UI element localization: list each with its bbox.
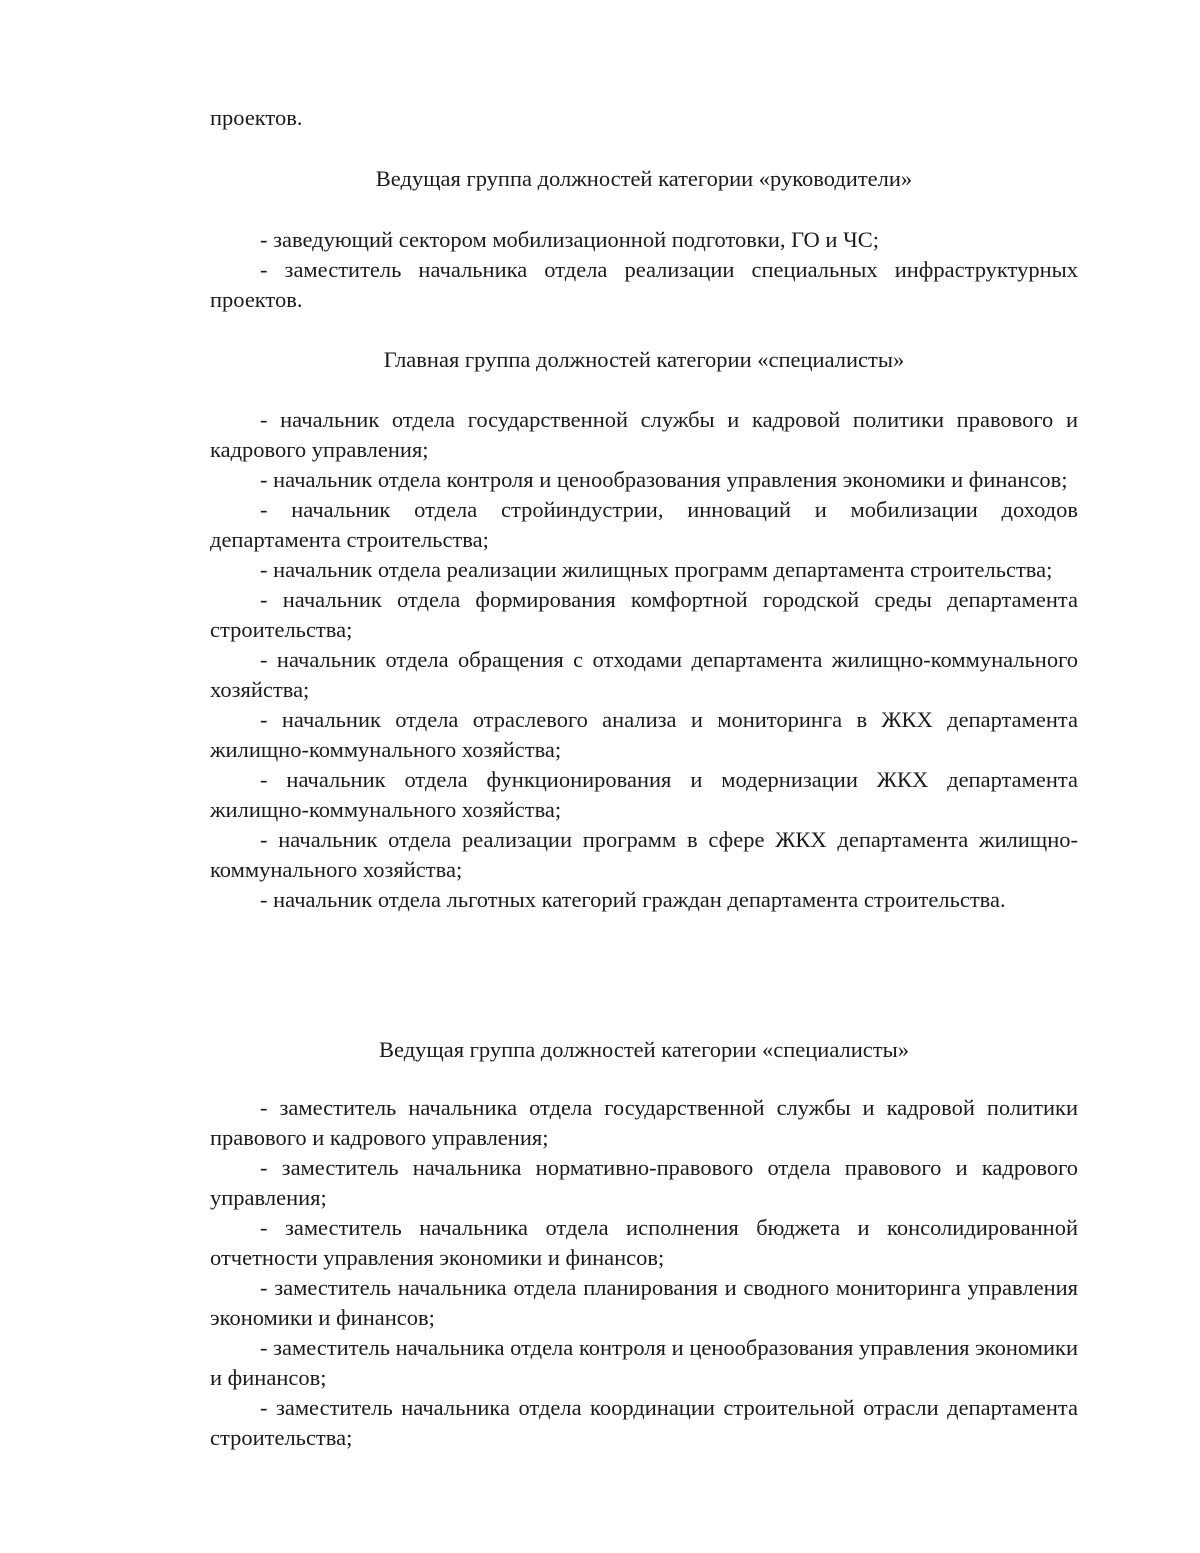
section-heading-leading-specialists: Ведущая группа должностей категории «специалисты» <box>379 1037 909 1062</box>
list-item: - заместитель начальника отдела исполнения бюджета и консолидированной отчетности управления экономики и финансов; <box>210 1215 1078 1270</box>
list-item: - начальник отдела стройиндустрии, инноваций и мобилизации доходов департамента строительства; <box>210 497 1078 552</box>
section-list-main-specialists <box>210 405 1078 915</box>
list-item: - начальник отдела льготных категорий граждан департамента строительства. <box>260 887 1006 912</box>
section-list-leading-managers <box>210 225 1078 315</box>
list-item: - заведующий сектором мобилизационной подготовки, ГО и ЧС; <box>260 227 879 252</box>
list-item: - заместитель начальника нормативно-правового отдела правового и кадрового управления; <box>210 1155 1078 1210</box>
list-item: - начальник отдела обращения с отходами департамента жилищно-коммунального хозяйства; <box>210 647 1078 702</box>
list-item: - заместитель начальника отдела контроля и ценообразования управления экономики и финансов; <box>210 1335 1078 1390</box>
list-item: - начальник отдела государственной службы и кадровой политики правового и кадрового управления; <box>210 407 1078 462</box>
list-item: - начальник отдела отраслевого анализа и мониторинга в ЖКХ департамента жилищно-коммунального хозяйства; <box>210 707 1078 762</box>
list-item: - начальник отдела реализации жилищных программ департамента строительства; <box>260 557 1053 582</box>
section-list-leading-specialists <box>210 1093 1078 1453</box>
section-heading-main-specialists: Главная группа должностей категории «специалисты» <box>383 347 905 372</box>
list-item: - начальник отдела реализации программ в сфере ЖКХ департамента жилищно-коммунального хозяйства; <box>210 827 1078 882</box>
list-item: - заместитель начальника отдела реализации специальных инфраструктурных проектов. <box>210 257 1078 312</box>
continued-text: проектов. <box>210 105 303 130</box>
list-item: - начальник отдела функционирования и модернизации ЖКХ департамента жилищно-коммунального хозяйства; <box>210 767 1078 822</box>
list-item: - заместитель начальника отдела планирования и сводного мониторинга управления экономики и финансов; <box>210 1275 1078 1330</box>
list-item: - начальник отдела формирования комфортной городской среды департамента строительства; <box>210 587 1078 642</box>
list-item: - заместитель начальника отдела координации строительной отрасли департамента строительства; <box>210 1395 1078 1450</box>
section-heading-leading-managers: Ведущая группа должностей категории «руководители» <box>375 166 913 191</box>
list-item: - заместитель начальника отдела государственной службы и кадровой политики правового и кадрового управления; <box>210 1095 1078 1150</box>
list-item: - начальник отдела контроля и ценообразования управления экономики и финансов; <box>260 467 1068 492</box>
